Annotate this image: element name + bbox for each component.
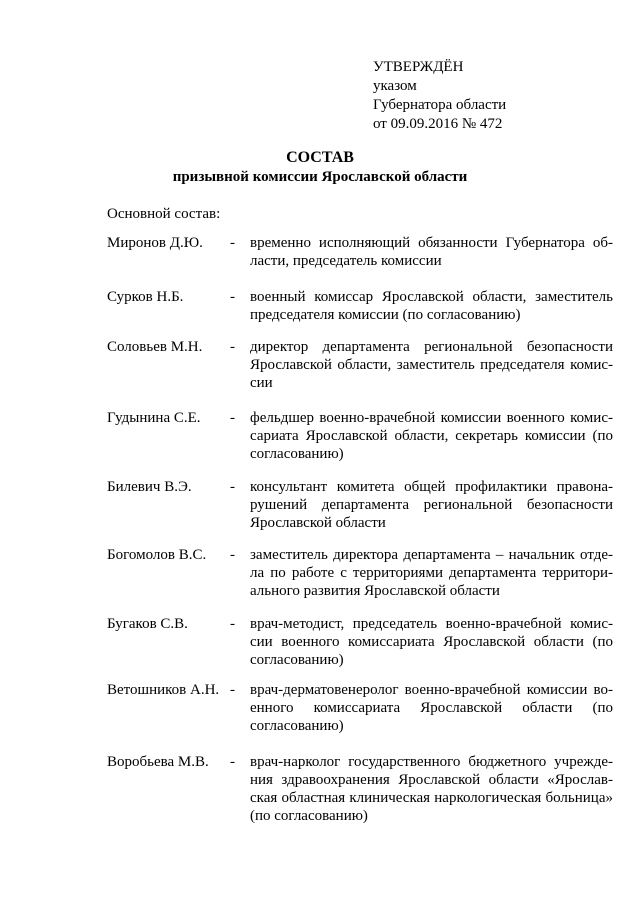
member-description: врач-нарколог государственного бюджетного учреждения здравоохранения Ярославской области «Ярославская областная клиническая наркологическая больница» (по согласованию) (250, 754, 613, 824)
member-dash: - (230, 754, 235, 770)
member-description: директор департамента региональной безопасности Ярославской области, заместитель председателя комиссии (250, 339, 613, 391)
document-title (0, 148, 640, 187)
approval-line: указом (373, 78, 417, 94)
member-row (107, 615, 613, 681)
member-row (107, 681, 613, 753)
approval-stamp (373, 58, 506, 134)
member-row (107, 478, 613, 546)
member-dash: - (230, 235, 235, 251)
member-row (107, 234, 613, 288)
member-name: Ветошников А.Н. (107, 682, 220, 698)
member-name: Билевич В.Э. (107, 479, 192, 495)
approval-line: УТВЕРЖДЁН (373, 59, 464, 75)
title-subheading: призывной комиссии Ярославской области (172, 169, 468, 185)
member-description: врач-дерматовенеролог военно-врачебной комиссии военного комиссариата Ярославской области (по согласованию) (250, 682, 613, 734)
member-dash: - (230, 682, 235, 698)
approval-line: от 09.09.2016 № 472 (373, 116, 503, 132)
member-description: фельдшер военно-врачебной комиссии военного комиссариата Ярославской области, секретарь комиссии (по согласованию) (250, 410, 613, 462)
member-row (107, 338, 613, 409)
member-name: Бугаков С.В. (107, 616, 188, 632)
member-name: Гудынина С.Е. (107, 410, 201, 426)
member-name: Сурков Н.Б. (107, 289, 184, 305)
approval-line: Губернатора области (373, 97, 507, 113)
member-dash: - (230, 289, 235, 305)
members-list (107, 234, 613, 831)
member-description: заместитель директора департамента – начальник отдела по работе с территориями департамента территориального развития Ярославской области (250, 547, 613, 599)
member-dash: - (230, 616, 235, 632)
member-row (107, 753, 613, 831)
member-description: врач-методист, председатель военно-врачебной комиссии военного комиссариата Ярославской области (по согласованию) (250, 616, 613, 668)
section-label: Основной состав: (107, 206, 221, 222)
member-description: временно исполняющий обязанности Губернатора области, председатель комиссии (250, 235, 613, 269)
member-description: консультант комитета общей профилактики правонарушений департамента региональной безопасности Ярославской области (250, 479, 613, 531)
member-name: Воробьева М.В. (107, 754, 209, 770)
title-heading: СОСТАВ (286, 149, 354, 166)
member-dash: - (230, 479, 235, 495)
member-dash: - (230, 547, 235, 563)
member-row (107, 409, 613, 478)
member-dash: - (230, 339, 235, 355)
member-dash: - (230, 410, 235, 426)
member-row (107, 546, 613, 615)
member-description: военный комиссар Ярославской области, заместитель председателя комиссии (по согласованию) (250, 289, 613, 323)
member-name: Соловьев М.Н. (107, 339, 203, 355)
member-name: Миронов Д.Ю. (107, 235, 203, 251)
member-name: Богомолов В.С. (107, 547, 207, 563)
member-row (107, 288, 613, 338)
